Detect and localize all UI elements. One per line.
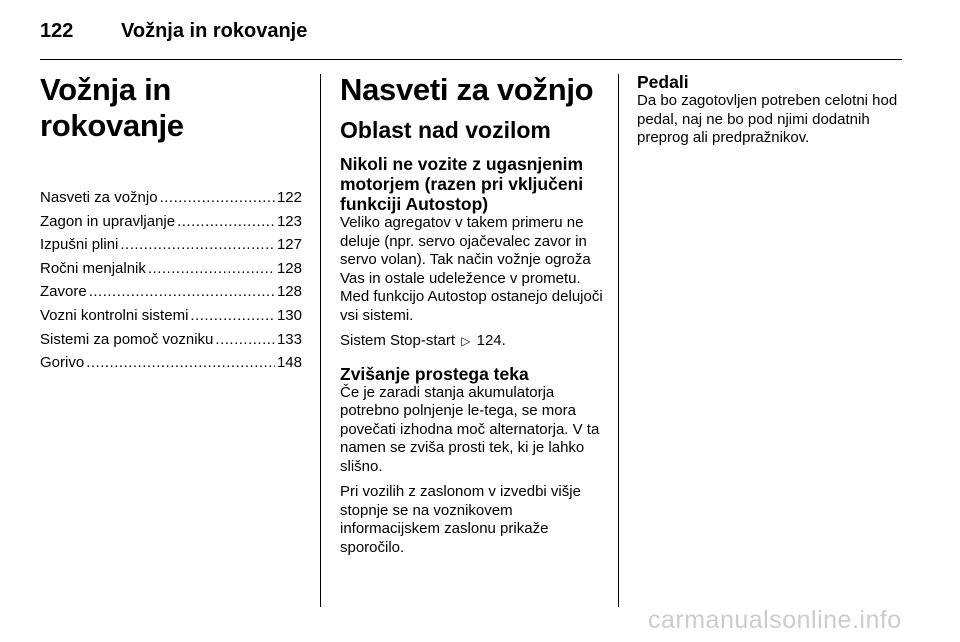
toc-leader <box>86 351 275 375</box>
subsection-heading: Pedali <box>637 72 689 92</box>
toc-page: 128 <box>276 283 302 301</box>
toc-page: 128 <box>276 259 302 277</box>
reference-text: Sistem Stop-start <box>340 332 456 349</box>
paragraph: Veliko agregatov v takem primeru ne deluje (npr. servo ojačevalec zavor in servo volan). Tak način vožnje ogroža Vas in ostale udeležence v prometu. Med funkcijo Autostop ostanejo delujoči vsi sistemi. <box>340 214 603 324</box>
toc-leader <box>215 328 275 352</box>
toc-leader <box>190 304 275 328</box>
toc-label: Nasveti za vožnjo <box>40 189 158 206</box>
reference-page: 124. <box>476 332 506 349</box>
toc-label: Gorivo <box>40 354 85 372</box>
subsection-heading: Zvišanje prostega teka <box>340 363 529 384</box>
toc-label: Sistemi za pomoč vozniku <box>40 330 214 348</box>
toc-leader <box>177 210 275 234</box>
toc-page: 122 <box>276 189 302 206</box>
chapter-column <box>40 72 302 375</box>
toc-page: 123 <box>276 212 302 230</box>
column-divider <box>618 74 619 607</box>
header-rule <box>40 59 902 60</box>
pedals-column <box>637 72 902 155</box>
table-of-contents <box>40 186 302 375</box>
column-divider <box>320 74 321 607</box>
paragraph: Pri vozilih z zaslonom v izvedbi višje stopnje se na voznikovem informacijskem zaslonu prikaže sporočilo. <box>340 483 581 556</box>
toc-item[interactable] <box>40 351 302 375</box>
chapter-title: Vožnja in rokovanje <box>40 72 184 143</box>
toc-page: 148 <box>276 354 302 372</box>
toc-label: Ročni menjalnik <box>40 259 146 277</box>
toc-label: Vozni kontrolni sistemi <box>40 306 189 324</box>
reference-arrow-icon: ▷ <box>461 334 471 348</box>
paragraph: Da bo zagotovljen potreben celotni hod pedal, naj ne bo pod njimi dodatnih preprog ali predpražnikov. <box>637 92 898 146</box>
cross-reference[interactable] <box>340 332 605 351</box>
section-subtitle: Oblast nad vozilom <box>340 117 551 143</box>
toc-leader <box>120 233 275 257</box>
page-number: 122 <box>40 20 74 42</box>
toc-label: Izpušni plini <box>40 236 119 254</box>
toc-item[interactable] <box>40 233 302 257</box>
watermark: carmanualsonline.info <box>648 606 902 634</box>
toc-leader <box>160 186 275 210</box>
toc-item[interactable] <box>40 210 302 234</box>
toc-item[interactable] <box>40 257 302 281</box>
running-title: Vožnja in rokovanje <box>121 20 308 42</box>
section-column <box>340 72 605 564</box>
toc-page: 127 <box>276 236 302 254</box>
paragraph: Če je zaradi stanja akumulatorja potrebno polnjenje le-tega, se mora povečati izhodna moč alternatorja. V ta namen se zviša prosti tek, ki je lahko slišno. <box>340 383 600 475</box>
section-title: Nasveti za vožnjo <box>340 72 594 107</box>
toc-label: Zavore <box>40 283 87 301</box>
toc-item[interactable] <box>40 328 302 352</box>
toc-page: 130 <box>276 306 302 324</box>
toc-label: Zagon in upravljanje <box>40 212 176 230</box>
toc-leader <box>148 257 275 281</box>
toc-leader <box>89 280 275 304</box>
toc-item[interactable] <box>40 304 302 328</box>
toc-page: 133 <box>276 330 302 348</box>
toc-item[interactable] <box>40 186 302 210</box>
subsection-heading: Nikoli ne vozite z ugasnjenim motorjem (razen pri vključeni funkciji Autostop) <box>340 154 584 214</box>
toc-item[interactable] <box>40 280 302 304</box>
